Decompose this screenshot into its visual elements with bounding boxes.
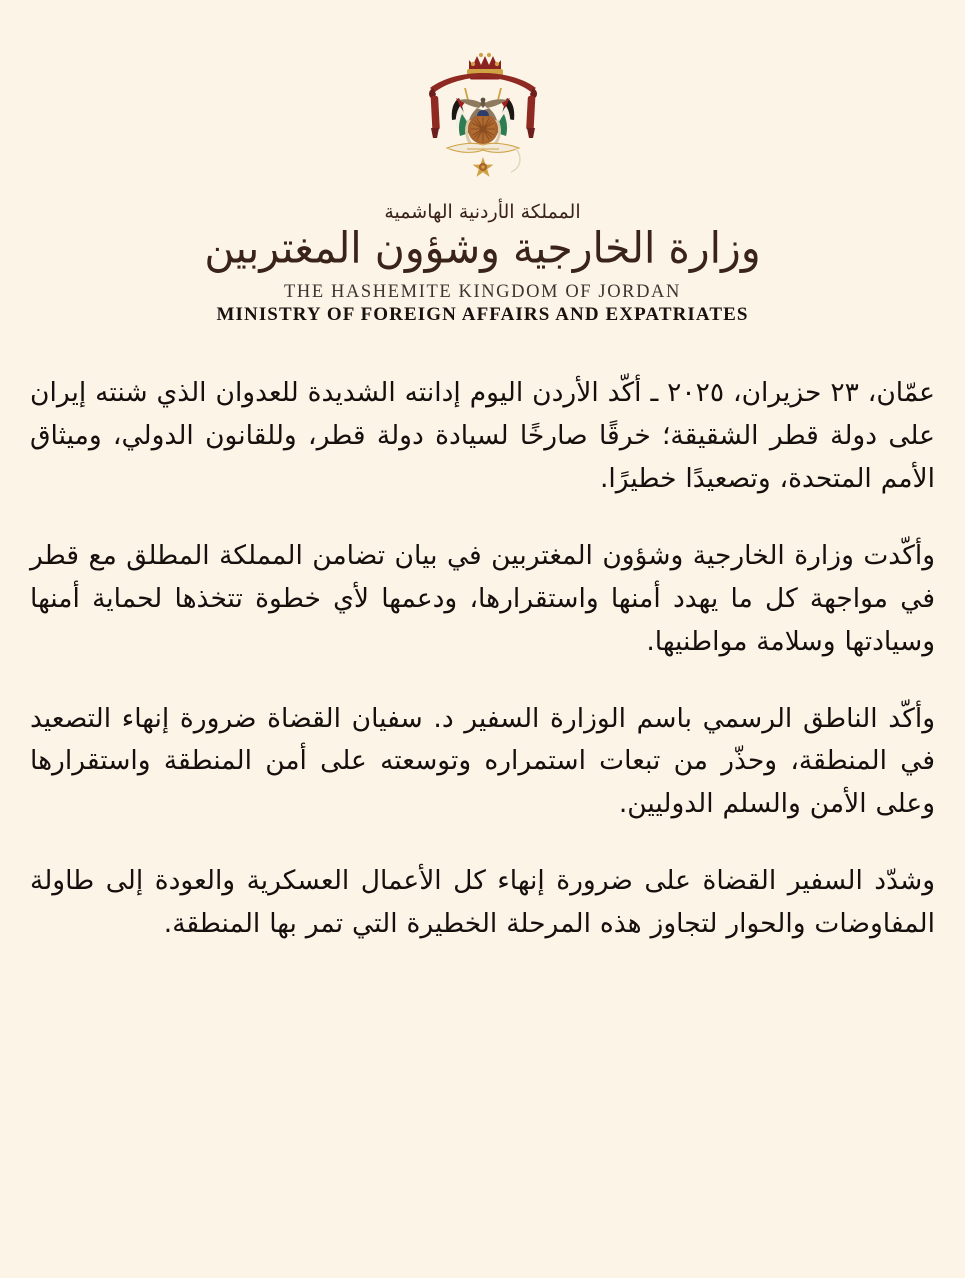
statement-body xyxy=(0,334,965,946)
letterhead-kingdom-arabic: المملكة الأردنية الهاشمية xyxy=(384,201,581,223)
letterhead-ministry-arabic: وزارة الخارجية وشؤون المغتربين xyxy=(204,222,761,274)
statement-paragraph-2: وأكّدت وزارة الخارجية وشؤون المغتربين في بيان تضامن المملكة المطلق مع قطر في مواجهة كل ما يهدد أمنها واستقرارها، ودعمها لأي خطوة تتخذها لحماية أمنها وسيادتها وسلامة مواطنيها. xyxy=(30,539,935,657)
statement-paragraph-4: وشدّد السفير القضاة على ضرورة إنهاء كل الأعمال العسكرية والعودة إلى طاولة المفاوضات والحوار لتجاوز هذه المرحلة الخطيرة التي تمر بها المنطقة. xyxy=(30,865,935,940)
letterhead-ministry-english: MINISTRY OF FOREIGN AFFAIRS AND EXPATRIATES xyxy=(216,304,749,326)
letterhead-kingdom-english: THE HASHEMITE KINGDOM OF JORDAN xyxy=(284,282,681,303)
coat-of-arms-of-jordan-icon xyxy=(403,44,563,196)
statement-paragraph-3: وأكّد الناطق الرسمي باسم الوزارة السفير د. سفيان القضاة ضرورة إنهاء التصعيد في المنطقة، وحذّر من تبعات استمراره وتوسعته على أمن المنطقة واستقرارها وعلى الأمن والسلم الدوليين. xyxy=(30,702,935,820)
statement-paragraph-1: عمّان، ٢٣ حزيران، ٢٠٢٥ ـ أكّد الأردن اليوم إدانته الشديدة للعدوان الذي شنته إيران على دولة قطر الشقيقة؛ خرقًا صارخًا لسيادة دولة قطر، وللقانون الدولي، وميثاق الأمم المتحدة، وتصعيدًا خطيرًا. xyxy=(30,377,935,494)
letterhead xyxy=(0,0,965,334)
